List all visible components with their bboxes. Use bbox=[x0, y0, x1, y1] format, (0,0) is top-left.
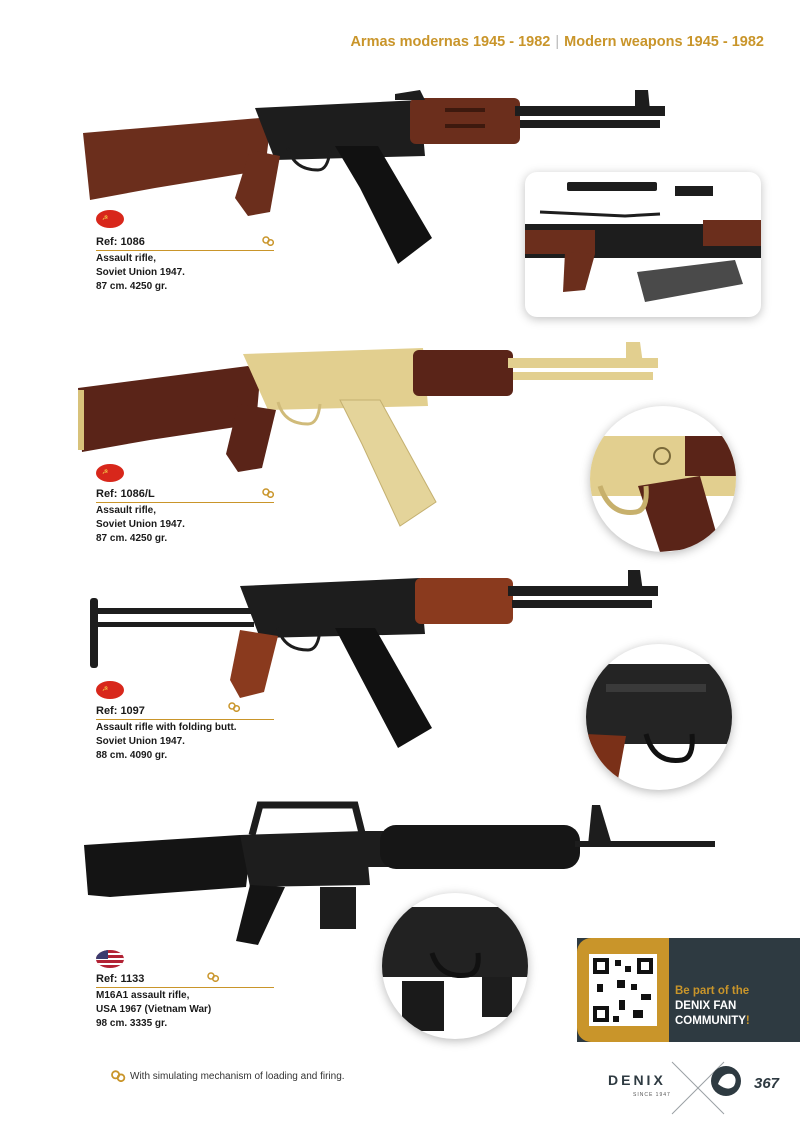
footnote-text: With simulating mechanism of loading and firing. bbox=[130, 1070, 345, 1082]
fan-community-banner[interactable] bbox=[577, 938, 800, 1042]
header-spanish: Armas modernas 1945 - 1982 bbox=[350, 34, 551, 50]
header-divider: | bbox=[555, 34, 560, 50]
ussr-flag bbox=[96, 464, 124, 482]
svg-text:☭: ☭ bbox=[102, 686, 109, 693]
ref-underline bbox=[96, 719, 274, 720]
detail-receiver-1133 bbox=[382, 893, 528, 1039]
mechanism-icon bbox=[262, 488, 274, 498]
header-english: Modern weapons 1945 - 1982 bbox=[564, 34, 764, 50]
product-description: Assault rifle, Soviet Union 1947. 87 cm. 4250 gr. bbox=[96, 253, 185, 292]
lion-emblem-icon bbox=[708, 1064, 744, 1098]
detail-receiver-1097 bbox=[586, 644, 732, 790]
detail-receiver-1086l bbox=[590, 406, 736, 552]
section-header bbox=[350, 34, 764, 50]
promo-line-2: DENIX FAN bbox=[675, 1000, 737, 1012]
product-1133 bbox=[96, 972, 274, 1031]
promo-line-3: COMMUNITY bbox=[675, 1015, 746, 1027]
ussr-flag bbox=[96, 210, 124, 228]
mechanism-icon bbox=[110, 1070, 126, 1082]
page-number: 367 bbox=[754, 1075, 780, 1092]
product-ref: Ref: 1133 bbox=[96, 973, 145, 985]
ussr-flag bbox=[96, 681, 124, 699]
svg-text:☭: ☭ bbox=[102, 469, 109, 476]
denix-since: SINCE 1947 bbox=[633, 1092, 671, 1098]
usa-flag bbox=[96, 950, 124, 968]
denix-logo: DENIX bbox=[608, 1072, 666, 1088]
ref-underline bbox=[96, 502, 274, 503]
product-1086 bbox=[96, 235, 274, 294]
qr-panel bbox=[577, 938, 669, 1042]
promo-exclaim: ! bbox=[745, 1015, 750, 1027]
product-description: Assault rifle with folding butt. Soviet Union 1947. 88 cm. 4090 gr. bbox=[96, 722, 237, 761]
detail-field-strip-1086 bbox=[525, 172, 761, 317]
product-ref: Ref: 1086/L bbox=[96, 488, 155, 500]
qr-code-icon bbox=[577, 938, 669, 1042]
product-description: M16A1 assault rifle, USA 1967 (Vietnam War) 98 cm. 3335 gr. bbox=[96, 990, 212, 1029]
product-1097 bbox=[96, 704, 274, 763]
ref-underline bbox=[96, 250, 274, 251]
promo-line-1: Be part of the bbox=[675, 985, 750, 997]
product-ref: Ref: 1086 bbox=[96, 236, 145, 248]
ref-underline bbox=[96, 987, 274, 988]
footnote bbox=[110, 1070, 345, 1082]
product-description: Assault rifle, Soviet Union 1947. 87 cm. 4250 gr. bbox=[96, 505, 185, 544]
product-ref: Ref: 1097 bbox=[96, 705, 145, 717]
mechanism-icon bbox=[207, 972, 219, 982]
mechanism-icon bbox=[262, 236, 274, 246]
mechanism-icon bbox=[228, 702, 240, 712]
promo-text bbox=[675, 984, 750, 1029]
svg-text:☭: ☭ bbox=[102, 215, 109, 222]
product-1086l bbox=[96, 487, 274, 546]
